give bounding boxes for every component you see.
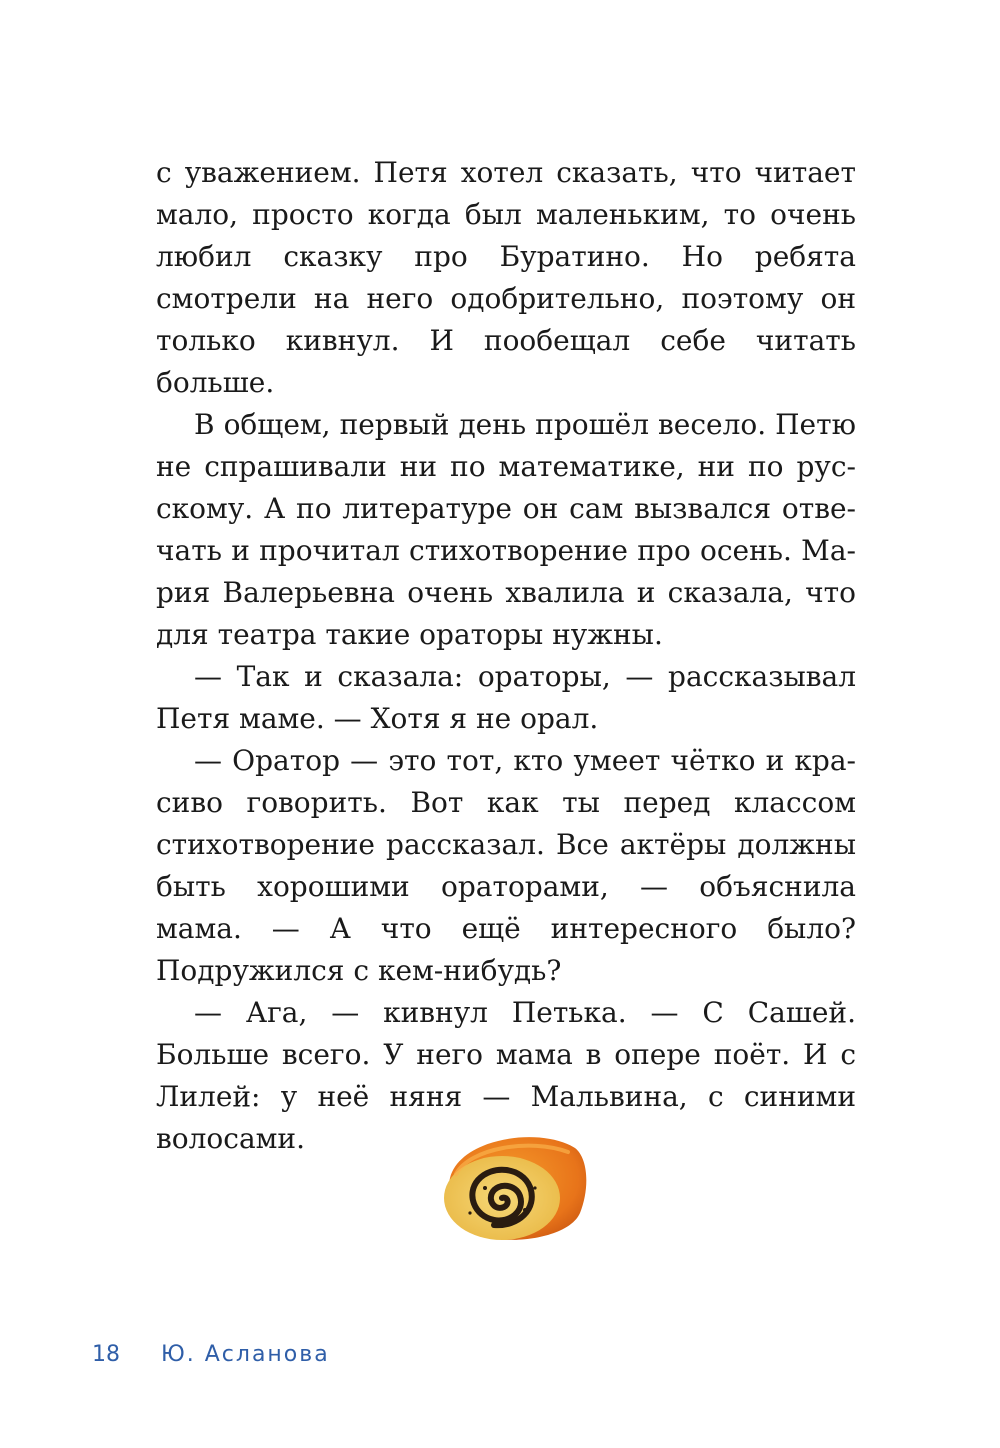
paragraph: — Так и сказала: ораторы, — рассказывал Петя маме. — Хотя я не орал. <box>156 660 856 735</box>
body-text <box>156 152 856 1160</box>
paragraph: — Ага, — кивнул Петька. — С Сашей. Больше всего. У него мама в опере поёт. И с Лилей: у неё няня — Мальвина, с синими волосами. <box>156 996 856 1155</box>
paragraph: — Оратор — это тот, кто умеет чётко и красиво говорить. Вот как ты перед классом стихотворение рассказал. Все актёры должны быть хорошими ораторами, — объяснила мама. — А что ещё интересного было? Подружился с кем-нибудь? <box>156 744 856 987</box>
paragraph: В общем, первый день прошёл весело. Петю не спрашивали ни по математике, ни по русскому. А по литературе он сам вызвался отвечать и прочитал стихотворение про осень. Мария Валерьевна очень хвалила и сказала, что для театра такие ораторы нужны. <box>156 408 856 651</box>
poppy-seed-roll-icon <box>430 1118 590 1248</box>
author-name: Ю. Асланова <box>161 1342 330 1367</box>
page-footer <box>92 1342 330 1367</box>
paragraph: с уважением. Петя хотел сказать, что читает мало, просто когда был маленьким, то очень любил сказку про Буратино. Но ребята смотрели на него одобрительно, поэтому он только кивнул. И пообещал себе читать больше. <box>156 156 856 399</box>
page-number: 18 <box>92 1342 120 1367</box>
